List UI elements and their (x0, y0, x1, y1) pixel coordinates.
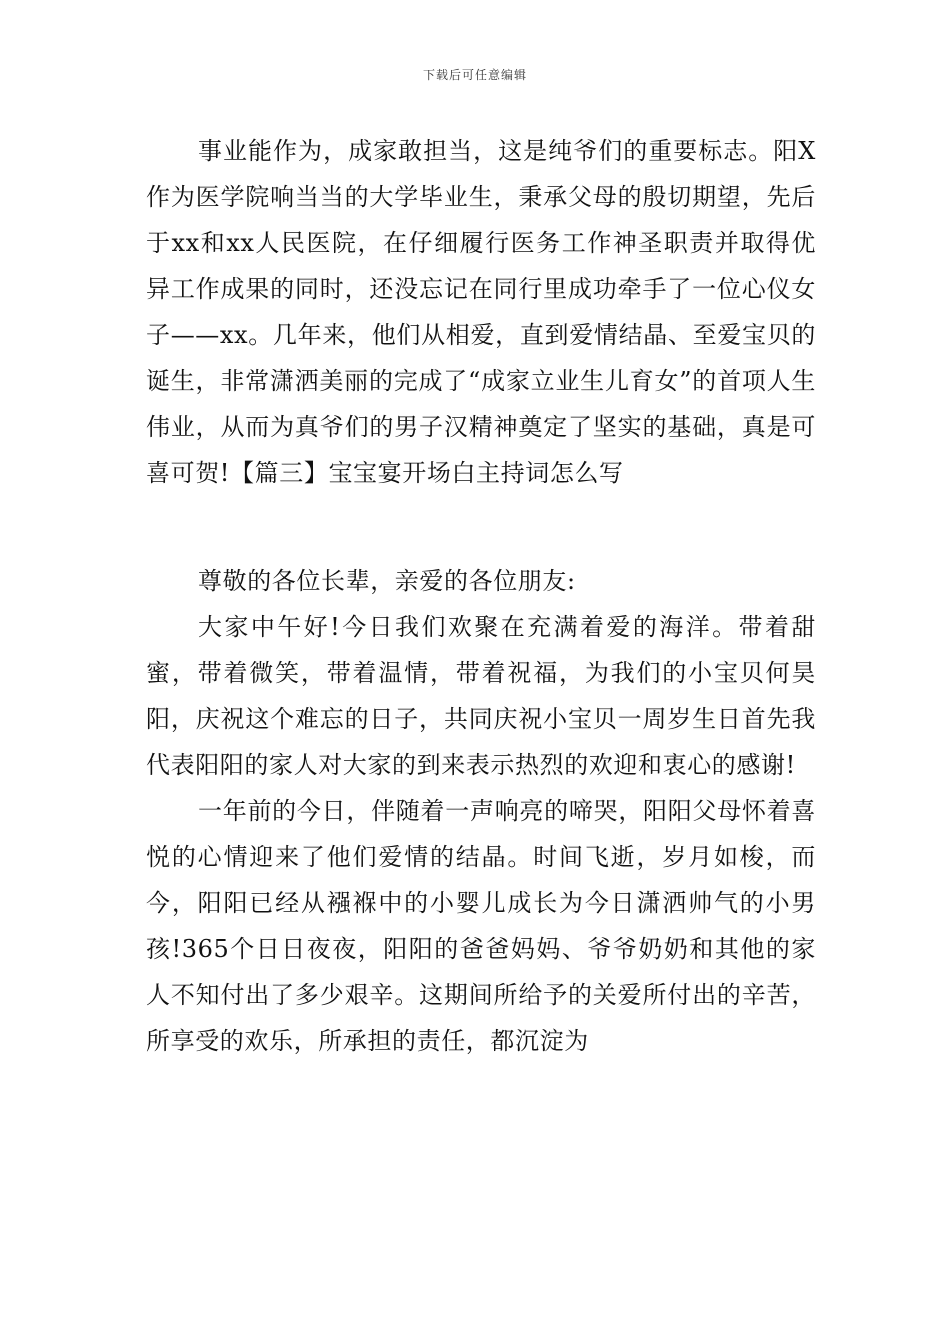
page-header-note: 下载后可任意编辑 (422, 68, 527, 82)
paragraph-2: 大家中午好!今日我们欢聚在充满着爱的海洋。带着甜蜜，带着微笑，带着温情，带着祝福，为我们的小宝贝何昊阳，庆祝这个难忘的日子，共同庆祝小宝贝一周岁生日首先我代表阳阳的家人对大家的到来表示热烈的欢迎和衷心的感谢! (146, 613, 816, 779)
paragraph-1: 事业能作为，成家敢担当，这是纯爷们的重要标志。阳X作为医学院响当当的大学毕业生，秉承父母的殷切期望，先后于xx和xx人民医院，在仔细履行医务工作神圣职责并取得优异工作成果的同时，还没忘记在同行里成功牵手了一位心仪女子——xx。几年来，他们从相爱，直到爱情结晶、至爱宝贝的诞生，非常潇洒美丽的完成了“成家立业生儿育女”的首项人生伟业，从而为真爷们的男子汉精神奠定了坚实的基础，真是可喜可贺!【篇三】宝宝宴开场白主持词怎么写 (146, 137, 816, 487)
document-body (146, 128, 816, 1064)
section-gap (146, 496, 816, 558)
paragraph-greeting: 尊敬的各位长辈，亲爱的各位朋友: (198, 567, 576, 595)
paragraph-3: 一年前的今日，伴随着一声响亮的啼哭，阳阳父母怀着喜悦的心情迎来了他们爱情的结晶。时间飞逝，岁月如梭，而今，阳阳已经从襁褓中的小婴儿成长为今日潇洒帅气的小男孩!365个日日夜夜，阳阳的爸爸妈妈、爷爷奶奶和其他的家人不知付出了多少艰辛。这期间所给予的关爱所付出的辛苦，所享受的欢乐，所承担的责任，都沉淀为 (146, 797, 816, 1055)
